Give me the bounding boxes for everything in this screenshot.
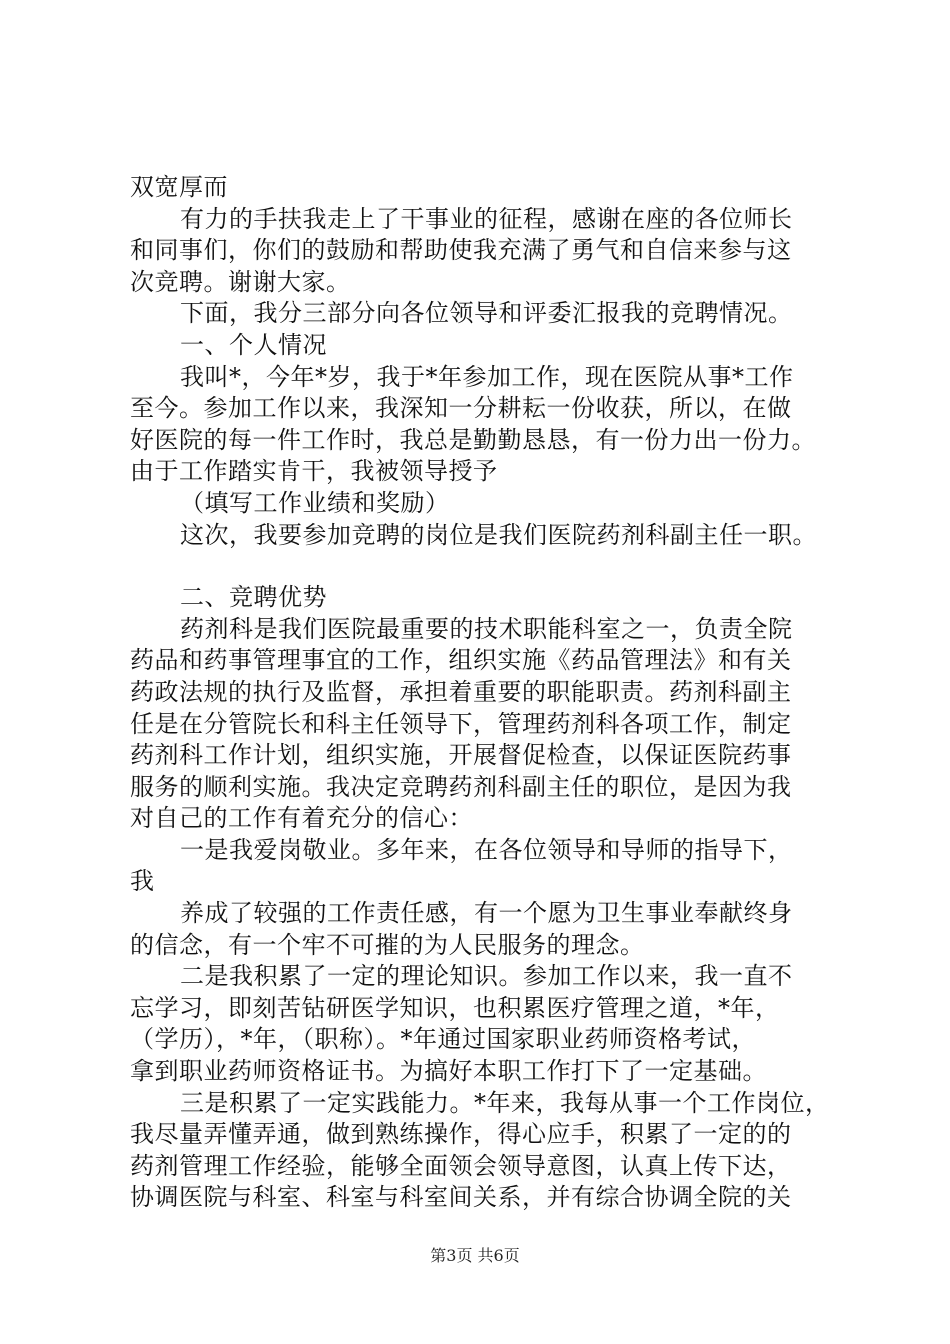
text-line: 三是积累了一定实践能力。*年来，我每从事一个工作岗位， — [180, 1088, 830, 1117]
text-line: 有力的手扶我走上了干事业的征程，感谢在座的各位师长 — [180, 204, 793, 233]
text-line: 药政法规的执行及监督，承担着重要的职能职责。药剂科副主 — [130, 677, 792, 706]
text-line: 药剂科工作计划，组织实施，开展督促检查，以保证医院药事 — [130, 741, 792, 770]
section-heading: 二、竞聘优势 — [180, 583, 327, 612]
text-line: 好医院的每一件工作时，我总是勤勤恳恳，有一份力出一份力。 — [130, 425, 816, 454]
text-line: 下面，我分三部分向各位领导和评委汇报我的竞聘情况。 — [180, 299, 793, 328]
text-line: 和同事们，你们的鼓励和帮助使我充满了勇气和自信来参与这 — [130, 236, 792, 265]
text-line: 二是我积累了一定的理论知识。参加工作以来，我一直不 — [180, 962, 793, 991]
text-line: 忘学习，即刻苦钻研医学知识，也积累医疗管理之道，*年， — [130, 993, 780, 1022]
text-line: 药剂管理工作经验，能够全面领会领导意图，认真上传下达， — [130, 1151, 792, 1180]
text-line: 的信念，有一个牢不可摧的为人民服务的理念。 — [130, 930, 645, 959]
blank-line — [130, 551, 850, 582]
section-heading: 一、个人情况 — [180, 330, 327, 359]
document-body — [130, 172, 850, 1214]
text-line: （填写工作业绩和奖励） — [180, 488, 450, 517]
text-line: 药剂科是我们医院最重要的技术职能科室之一，负责全院 — [180, 614, 793, 643]
text-line: 服务的顺利实施。我决定竞聘药剂科副主任的职位，是因为我 — [130, 772, 792, 801]
text-line: 至今。参加工作以来，我深知一分耕耘一份收获，所以，在做 — [130, 394, 792, 423]
text-line: 由于工作踏实肯干，我被领导授予 — [130, 457, 498, 486]
text-line: 药品和药事管理事宜的工作，组织实施《药品管理法》和有关 — [130, 646, 792, 675]
text-line: 对自己的工作有着充分的信心： — [130, 804, 473, 833]
text-line: （学历），*年，（职称）。*年通过国家职业药师资格考试， — [130, 1025, 756, 1054]
text-line: 双宽厚而 — [130, 173, 228, 201]
text-line: 协调医院与科室、科室与科室间关系，并有综合协调全院的关 — [130, 1183, 792, 1212]
text-line: 这次，我要参加竞聘的岗位是我们医院药剂科副主任一职。 — [180, 520, 817, 549]
text-line: 任是在分管院长和科主任领导下，管理药剂科各项工作，制定 — [130, 709, 792, 738]
page-number-footer: 第3页 共6页 — [430, 1246, 520, 1265]
text-line: 养成了较强的工作责任感，有一个愿为卫生事业奉献终身 — [180, 899, 793, 928]
text-line: 一是我爱岗敬业。多年来，在各位领导和导师的指导下， — [180, 835, 793, 864]
text-line: 我尽量弄懂弄通，做到熟练操作，得心应手，积累了一定的的 — [130, 1120, 792, 1149]
text-line: 我叫*，今年*岁，我于*年参加工作，现在医院从事*工作 — [180, 362, 794, 391]
text-line: 拿到职业药师资格证书。为搞好本职工作打下了一定基础。 — [130, 1057, 767, 1086]
text-line: 我 — [130, 867, 155, 896]
text-line: 次竞聘。谢谢大家。 — [130, 267, 351, 296]
